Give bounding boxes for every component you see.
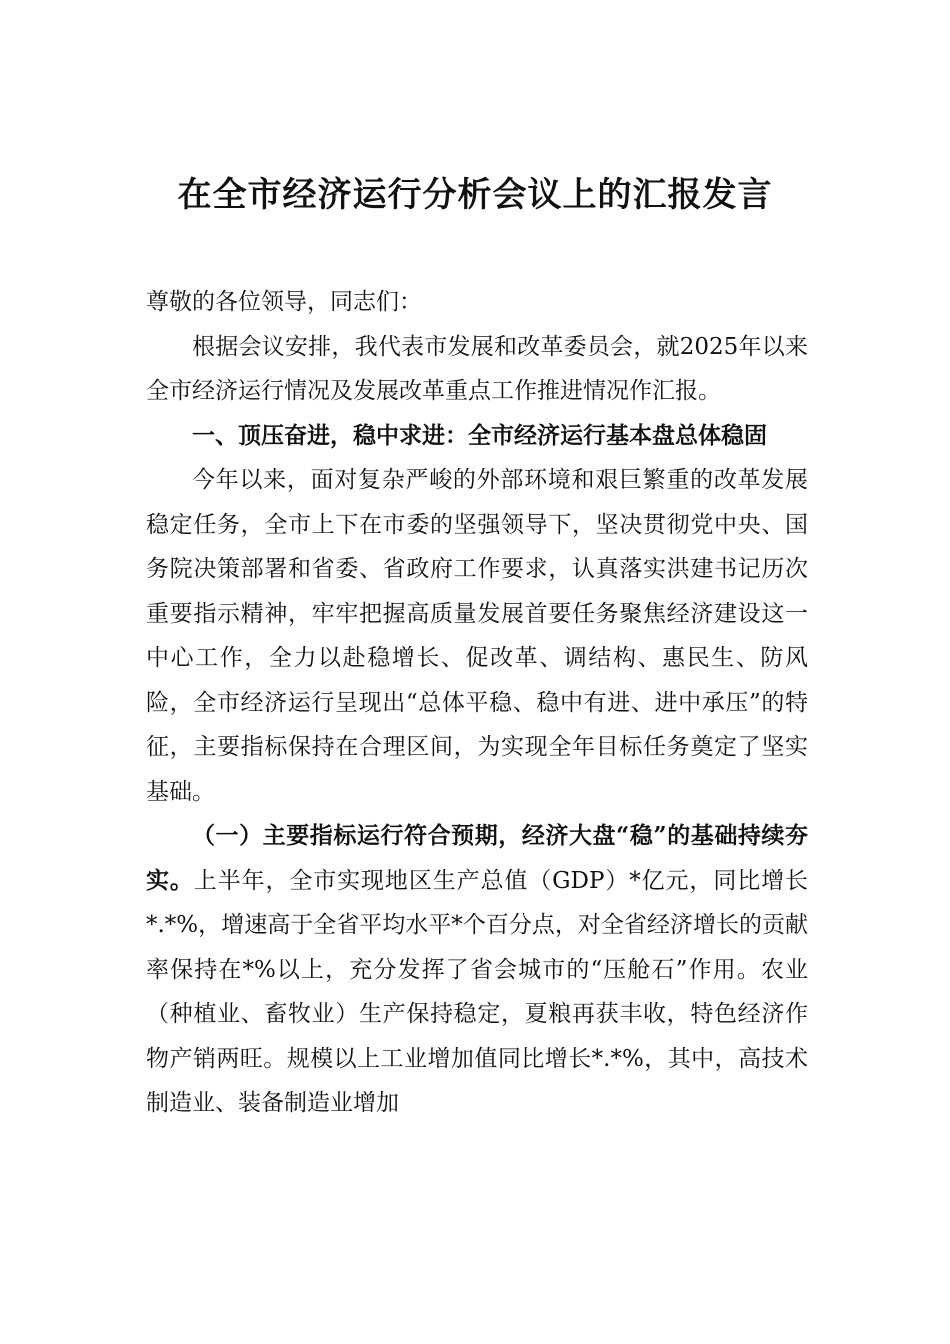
document-body (146, 280, 808, 1126)
section-1-heading: 一、顶压奋进，稳中求进：全市经济运行基本盘总体稳固 (192, 422, 767, 449)
subsection-1-heading: （一）主要指标运行符合预期，经济大盘“稳”的基础持续夯实。 (146, 822, 808, 894)
subsection-1-text: 上半年，全市实现地区生产总值（GDP）*亿元，同比增长*.*%，增速高于全省平均水平*个百分点，对全省经济增长的贡献率保持在*%以上，充分发挥了省会城市的“压舱石”作用。农业（种植业、畜牧业）生产保持稳定，夏粮再获丰收，特色经济作物产销两旺。规模以上工业增加值同比增长*.*%，其中，高技术制造业、装备制造业增加 (146, 867, 809, 1116)
subsection-1-paragraph (146, 814, 808, 1126)
document-title: 在全市经济运行分析会议上的汇报发言 (177, 175, 773, 215)
intro-paragraph: 根据会议安排，我代表市发展和改革委员会，就2025年以来全市经济运行情况及发展改革重点工作推进情况作汇报。 (146, 333, 808, 404)
salutation: 尊敬的各位领导，同志们： (146, 289, 422, 315)
section-1-paragraph: 今年以来，面对复杂严峻的外部环境和艰巨繁重的改革发展稳定任务，全市上下在市委的坚强领导下，坚决贯彻党中央、国务院决策部署和省委、省政府工作要求，认真落实洪建书记历次重要指示精神，牢牢把握高质量发展首要任务聚焦经济建设这一中心工作，全力以赴稳增长、促改革、调结构、惠民生、防风险，全市经济运行呈现出“总体平稳、稳中有进、进中承压”的特征，主要指标保持在合理区间，为实现全年目标任务奠定了坚实基础。 (146, 467, 808, 805)
